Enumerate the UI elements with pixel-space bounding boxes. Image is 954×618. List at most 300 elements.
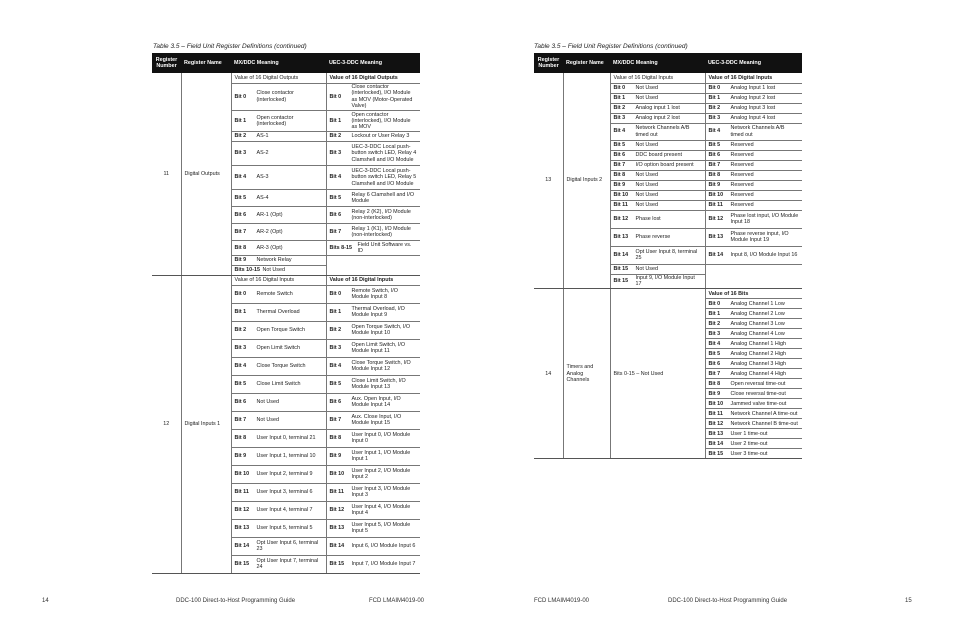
bit-description: Close Torque Switch [256, 363, 306, 370]
uec-bit-cell [705, 170, 802, 180]
bit-entry [235, 399, 323, 405]
bit-entry [235, 309, 323, 315]
bit-entry [709, 105, 800, 111]
bit-label: Bit 13 [234, 525, 250, 532]
bit-label: Bit 12 [329, 507, 345, 514]
uec-bit-cell [705, 113, 802, 123]
bit-entry [709, 142, 800, 148]
bit-label: Bits 10-15 [234, 267, 260, 274]
uec-bit-cell [705, 319, 802, 329]
bit-entry [614, 216, 702, 222]
bit-description: Input 8, I/O Module Input 16 [730, 251, 798, 258]
bit-description: User 1 time-out [730, 430, 768, 437]
mx-bit-cell [610, 190, 705, 200]
bit-label: Bit 13 [708, 430, 724, 437]
bit-entry [614, 172, 702, 178]
bit-label: Bit 6 [234, 211, 247, 218]
bit-description: Opt User Input 6, terminal 23 [256, 540, 319, 553]
bit-entry [614, 115, 702, 121]
bit-label: Bit 15 [613, 265, 629, 272]
uec-bit-cell [326, 303, 420, 321]
uec-bit-cell [705, 389, 802, 399]
mx-bit-cell [610, 93, 705, 103]
bit-description: Open contactor (interlocked) [256, 114, 294, 128]
bit-entry [235, 435, 323, 441]
bit-entry [709, 192, 800, 198]
bit-label: Bit 1 [329, 309, 342, 316]
bit-description: Close Limit Switch [256, 381, 301, 388]
uec-bit-cell [705, 246, 802, 264]
mx-bit-cell [610, 180, 705, 190]
bit-description: Opt User Input 8, terminal 25 [635, 248, 698, 261]
bit-description: I/O option board present [635, 161, 694, 168]
bit-entry [330, 396, 418, 409]
bit-description: Not Used [262, 267, 285, 274]
bit-label: Bit 4 [708, 340, 721, 347]
mx-bit-cell [231, 132, 326, 142]
bit-entry [330, 133, 418, 139]
bit-label: Bit 7 [329, 228, 342, 235]
bit-label: Bits 8-15 [329, 244, 352, 251]
header-register-name: Register Name [563, 53, 610, 73]
bit-description: Relay 1 (K1), I/O Module (non-interlocked) [351, 225, 411, 239]
bit-description: User Input 1, terminal 10 [256, 453, 316, 460]
bit-label: Bit 11 [613, 201, 628, 208]
uec-bit-cell [705, 349, 802, 359]
bit-entry [235, 345, 323, 351]
mx-bit-cell [231, 190, 326, 207]
bit-description: User Input 2, I/O Module Input 2 [351, 468, 411, 481]
bit-label: Bit 5 [708, 141, 721, 148]
bit-description: Open Limit Switch [256, 345, 300, 352]
bit-entry [709, 172, 800, 178]
bit-label: Bit 3 [708, 330, 721, 337]
bit-description: Open Torque Switch [256, 327, 305, 334]
bit-description: User Input 4, terminal 7 [256, 507, 313, 514]
uec-bit-cell [326, 166, 420, 190]
mx-bit-cell [231, 321, 326, 339]
uec-bit-cell [705, 419, 802, 429]
bit-label: Bit 0 [234, 291, 247, 298]
bit-entry [235, 115, 323, 128]
bit-label: Bit 1 [234, 117, 247, 124]
bit-label: Bit 2 [329, 133, 342, 140]
bit-description: Close Torque Switch, I/O Module Input 12 [351, 360, 411, 373]
bit-description: Thermal Overload [256, 309, 300, 316]
mx-bit-cell [231, 83, 326, 111]
mx-bit-cell [231, 537, 326, 555]
mx-bit-cell [610, 246, 705, 264]
uec-bit-cell [326, 339, 420, 357]
bit-description: Network Channels A/B timed out [730, 125, 785, 138]
bit-label: Bit 14 [708, 251, 724, 258]
register-group-row [152, 73, 420, 83]
bit-description: Analog Input 2 lost [730, 94, 776, 101]
bit-description: Phase lost [635, 215, 661, 222]
bit-description: AS-3 [256, 174, 269, 181]
bit-label: Bit 14 [234, 543, 250, 550]
uec-bit-cell [326, 465, 420, 483]
footer-title: DDC-100 Direct-to-Host Programming Guide [668, 598, 788, 604]
header-register-number: Register Number [152, 53, 181, 73]
bit-description: Analog Input 4 lost [730, 114, 776, 121]
table-header-row [534, 53, 802, 73]
bit-label: Bit 6 [708, 151, 721, 158]
bit-label: Bit 13 [613, 233, 629, 240]
bit-entry [709, 213, 800, 226]
bit-description: User 2 time-out [730, 440, 768, 447]
bit-entry [330, 378, 418, 391]
bit-label: Bit 11 [708, 410, 723, 417]
bit-entry [709, 341, 800, 347]
uec-bit-cell [705, 449, 802, 459]
bit-label: Bit 3 [329, 150, 342, 157]
bit-entry [330, 168, 418, 187]
bit-label: Bit 7 [329, 417, 342, 424]
bit-label: Bit 4 [329, 363, 342, 370]
bit-entry [709, 351, 800, 357]
bit-entry [235, 558, 323, 571]
bit-label: Bit 2 [708, 104, 721, 111]
bit-description: Network Channel A time-out [730, 410, 798, 417]
mx-bit-cell [610, 264, 705, 274]
bit-label: Bit 13 [708, 233, 724, 240]
bit-description: Lockout or User Relay 3 [351, 133, 410, 140]
register-name: Digital Inputs 1 [181, 275, 231, 573]
uec-bit-cell [705, 379, 802, 389]
mx-bit-cell [610, 140, 705, 150]
bit-label: Bit 4 [234, 174, 247, 181]
bit-entry [709, 85, 800, 91]
bit-description: Not Used [256, 417, 279, 424]
uec-bit-cell [326, 375, 420, 393]
bit-description: Open Torque Switch, I/O Module Input 10 [351, 324, 411, 337]
mx-bit-cell [231, 166, 326, 190]
bit-description: User Input 3, terminal 6 [256, 489, 313, 496]
bit-label: Bit 2 [613, 104, 626, 111]
bit-label: Bit 0 [329, 93, 342, 100]
bit-label: Bit 9 [329, 453, 342, 460]
bit-label: Bit 1 [613, 94, 626, 101]
footer-page-number: 14 [42, 598, 49, 604]
bit-label: Bit 1 [708, 94, 721, 101]
bit-label: Bit 8 [708, 380, 721, 387]
bit-description: Reserved [730, 201, 754, 208]
bit-entry [709, 95, 800, 101]
uec-bit-cell [705, 409, 802, 419]
bit-entry [235, 174, 323, 180]
mx-bit-cell [231, 357, 326, 375]
uec-bit-cell [326, 190, 420, 207]
mx-bit-cell [610, 228, 705, 246]
mx-bit-cell [610, 103, 705, 113]
bit-entry [330, 144, 418, 163]
bit-label: Bit 1 [234, 309, 247, 316]
bit-label: Bit 7 [234, 228, 247, 235]
mx-bit-cell [231, 519, 326, 537]
bit-description: Analog Channel 4 High [730, 370, 786, 377]
bit-entry [614, 105, 702, 111]
bit-label: Bit 4 [234, 363, 247, 370]
register-group-row [534, 73, 802, 83]
mx-bit-cell [231, 111, 326, 132]
bit-entry [709, 391, 800, 397]
register-number: 13 [534, 73, 563, 289]
bit-description: Analog Channel 3 High [730, 360, 786, 367]
bit-label: Bit 3 [234, 345, 247, 352]
uec-bit-cell [705, 190, 802, 200]
bit-label: Bit 0 [613, 84, 626, 91]
bit-description: Relay 6 Clamshell and I/O Module [351, 191, 415, 205]
mx-bit-cell [231, 142, 326, 166]
bit-description: User 3 time-out [730, 450, 768, 457]
bit-description: Analog Channel 4 Low [730, 330, 785, 337]
bit-entry [330, 288, 418, 301]
bit-entry [709, 441, 800, 447]
uec-bit-cell [705, 309, 802, 319]
bit-label: Bit 4 [708, 128, 721, 135]
bit-description: AS-2 [256, 150, 269, 157]
bit-description: Not Used [635, 191, 658, 198]
bit-label: Bit 9 [708, 181, 721, 188]
bit-label: Bit 10 [234, 471, 250, 478]
bit-entry [235, 133, 323, 139]
footer-doc-number: FCD LMAIM4019-00 [369, 598, 425, 604]
bit-entry [614, 182, 702, 188]
bit-description: Not Used [635, 181, 658, 188]
register-number: 11 [152, 73, 181, 275]
bit-description: Jammed valve time-out [730, 400, 787, 407]
bit-label: Bit 2 [234, 327, 247, 334]
mx-bit-cell [610, 274, 705, 289]
footer-page-number: 15 [905, 598, 912, 604]
bit-description: User Input 5, terminal 5 [256, 525, 313, 532]
header-mx-meaning: MX/DDC Meaning [610, 53, 705, 73]
bit-entry [330, 468, 418, 481]
bit-label: Bit 8 [613, 171, 626, 178]
bit-description: Reserved [730, 191, 754, 198]
register-group-row [534, 289, 802, 299]
footer-doc-number: FCD LMAIM4019-00 [534, 598, 590, 604]
bit-label: Bit 6 [708, 360, 721, 367]
bit-label: Bit 5 [708, 350, 721, 357]
bit-label: Bit 5 [234, 381, 247, 388]
uec-value-title: Value of 16 Digital Inputs [705, 73, 802, 83]
bit-description: Open contactor (interlocked), I/O Module as MOV [351, 111, 411, 131]
uec-bit-cell [326, 555, 420, 573]
right-page [477, 0, 954, 618]
bit-entry [330, 504, 418, 517]
bit-entry [709, 371, 800, 377]
mx-bit-cell [610, 160, 705, 170]
mx-bit-cell [231, 207, 326, 224]
bit-description: AR-3 (Opt) [256, 244, 283, 251]
bit-description: Not Used [635, 201, 658, 208]
uec-bit-cell [326, 429, 420, 447]
bit-entry [709, 162, 800, 168]
bit-entry [235, 507, 323, 513]
bit-label: Bit 8 [234, 435, 247, 442]
uec-value-title: Value of 16 Digital Outputs [326, 73, 420, 83]
bit-description: Input 9, I/O Module Input 17 [635, 275, 695, 288]
bit-description: Field Unit Software vs. ID [357, 241, 412, 254]
bit-label: Bit 9 [613, 181, 626, 188]
bit-label: Bit 2 [234, 133, 247, 140]
uec-bit-cell [326, 501, 420, 519]
bit-description: Not Used [635, 171, 658, 178]
bit-label: Bit 2 [329, 327, 342, 334]
uec-bit-cell [705, 264, 802, 274]
bit-label: Bit 14 [613, 251, 629, 258]
bit-entry [614, 125, 702, 138]
bit-label: Bit 5 [234, 194, 247, 201]
bit-description: User Input 1, I/O Module Input 1 [351, 450, 411, 463]
bit-entry [709, 125, 800, 138]
bit-entry [330, 192, 418, 205]
bit-label: Bit 3 [613, 114, 626, 121]
bit-label: Bit 3 [708, 114, 721, 121]
table-caption: Table 3.5 – Field Unit Register Definitions (continued) [153, 43, 307, 50]
mx-bit-cell [231, 241, 326, 256]
bit-description: Reserved [730, 151, 754, 158]
bit-description: Aux. Close Input, I/O Module Input 15 [351, 414, 402, 427]
bit-description: Relay 2 (K2), I/O Module (non-interlocked) [351, 208, 411, 222]
bit-entry [330, 486, 418, 499]
bit-entry [235, 540, 323, 553]
mx-bit-cell [231, 393, 326, 411]
uec-bit-cell [705, 359, 802, 369]
bit-description: Phase reverse [635, 233, 671, 240]
register-name: Digital Inputs 2 [563, 73, 610, 289]
mx-bit-cell [231, 465, 326, 483]
bit-description: Opt User Input 7, terminal 24 [256, 558, 319, 571]
bit-entry [709, 401, 800, 407]
bit-label: Bit 12 [708, 420, 724, 427]
bit-entry [330, 432, 418, 445]
bit-label: Bit 15 [329, 561, 345, 568]
bit-description: Open Limit Switch, I/O Module Input 11 [351, 342, 406, 355]
uec-bit-cell [326, 265, 420, 275]
bit-entry [235, 327, 323, 333]
bit-description: Close Limit Switch, I/O Module Input 13 [351, 378, 406, 391]
mx-bit-cell [231, 303, 326, 321]
uec-bit-cell [326, 241, 420, 256]
uec-bit-cell [326, 357, 420, 375]
bit-label: Bit 11 [708, 201, 723, 208]
bit-entry [330, 84, 418, 110]
bit-label: Bit 7 [234, 417, 247, 424]
bit-description: User Input 0, I/O Module Input 0 [351, 432, 411, 445]
mx-bit-cell [231, 411, 326, 429]
bit-label: Bit 1 [708, 310, 721, 317]
uec-bit-cell [326, 111, 420, 132]
uec-bit-cell [705, 180, 802, 190]
mx-value-title: Value of 16 Digital Outputs [231, 73, 326, 83]
bit-description: Phase reverse input, I/O Module Input 19 [730, 230, 789, 243]
uec-bit-cell [705, 93, 802, 103]
bit-label: Bit 10 [329, 471, 345, 478]
register-group-row [152, 275, 420, 285]
bit-label: Bit 5 [613, 141, 626, 148]
bit-entry [330, 342, 418, 355]
bit-entry [614, 95, 702, 101]
bit-description: Remote Switch [256, 291, 293, 298]
bit-entry [614, 266, 702, 272]
bit-description: Close reversal time-out [730, 390, 786, 397]
bit-description: Analog Channel 2 High [730, 350, 786, 357]
bit-description: Reserved [730, 171, 754, 178]
bit-description: Input 7, I/O Module Input 7 [351, 561, 416, 568]
mx-bit-cell [231, 501, 326, 519]
bit-entry [330, 209, 418, 222]
mx-bit-cell [231, 429, 326, 447]
bit-label: Bit 0 [234, 93, 247, 100]
bit-label: Bit 12 [234, 507, 250, 514]
uec-bit-cell [326, 132, 420, 142]
mx-bit-cell [610, 83, 705, 93]
uec-bit-cell [326, 393, 420, 411]
bit-label: Bit 6 [613, 151, 626, 158]
mx-bit-cell [610, 150, 705, 160]
bit-label: Bit 15 [234, 561, 250, 568]
bit-entry [709, 231, 800, 244]
bit-description: Analog Channel 1 High [730, 340, 786, 347]
bit-entry [330, 324, 418, 337]
bit-entry [235, 489, 323, 495]
bit-description: Network Channels A/B timed out [635, 125, 690, 138]
mx-bit-cell [231, 483, 326, 501]
bit-description: Reserved [730, 161, 754, 168]
bit-entry [709, 361, 800, 367]
bit-label: Bit 4 [613, 128, 626, 135]
register-name: Digital Outputs [181, 73, 231, 275]
bit-entry [330, 450, 418, 463]
bit-label: Bit 12 [613, 215, 629, 222]
uec-value-title: Value of 16 Bits [705, 289, 802, 299]
mx-value-title: Value of 16 Digital Inputs [610, 73, 705, 83]
bit-label: Bit 10 [708, 400, 724, 407]
uec-bit-cell [326, 142, 420, 166]
bit-entry [709, 411, 800, 417]
mx-meaning: Bits 0-15 – Not Used [610, 289, 705, 459]
bit-entry [614, 162, 702, 168]
uec-bit-cell [326, 447, 420, 465]
mx-bit-cell [231, 555, 326, 573]
uec-bit-cell [326, 255, 420, 265]
mx-value-title: Value of 16 Digital Inputs [231, 275, 326, 285]
bit-label: Bit 11 [234, 489, 249, 496]
register-number: 14 [534, 289, 563, 459]
bit-description: Thermal Overload, I/O Module Input 9 [351, 306, 405, 319]
uec-bit-cell [705, 369, 802, 379]
bit-description: AR-1 (Opt) [256, 211, 283, 218]
bit-description: Aux. Open Input, I/O Module Input 14 [351, 396, 401, 409]
bit-description: UEC-3-DDC Local push-button switch LED, Relay 5 Clamshell and I/O Module [351, 168, 417, 187]
mx-bit-cell [231, 224, 326, 241]
bit-description: Analog Input 1 lost [730, 84, 776, 91]
bit-label: Bit 14 [708, 440, 724, 447]
bit-description: Not Used [635, 84, 658, 91]
uec-bit-cell [705, 123, 802, 140]
mx-bit-cell [231, 265, 326, 275]
uec-bit-cell [705, 274, 802, 289]
bit-entry [709, 311, 800, 317]
bit-entry [709, 381, 800, 387]
bit-label: Bit 7 [708, 161, 721, 168]
header-register-name: Register Name [181, 53, 231, 73]
bit-label: Bit 7 [708, 370, 721, 377]
bit-entry [235, 453, 323, 459]
